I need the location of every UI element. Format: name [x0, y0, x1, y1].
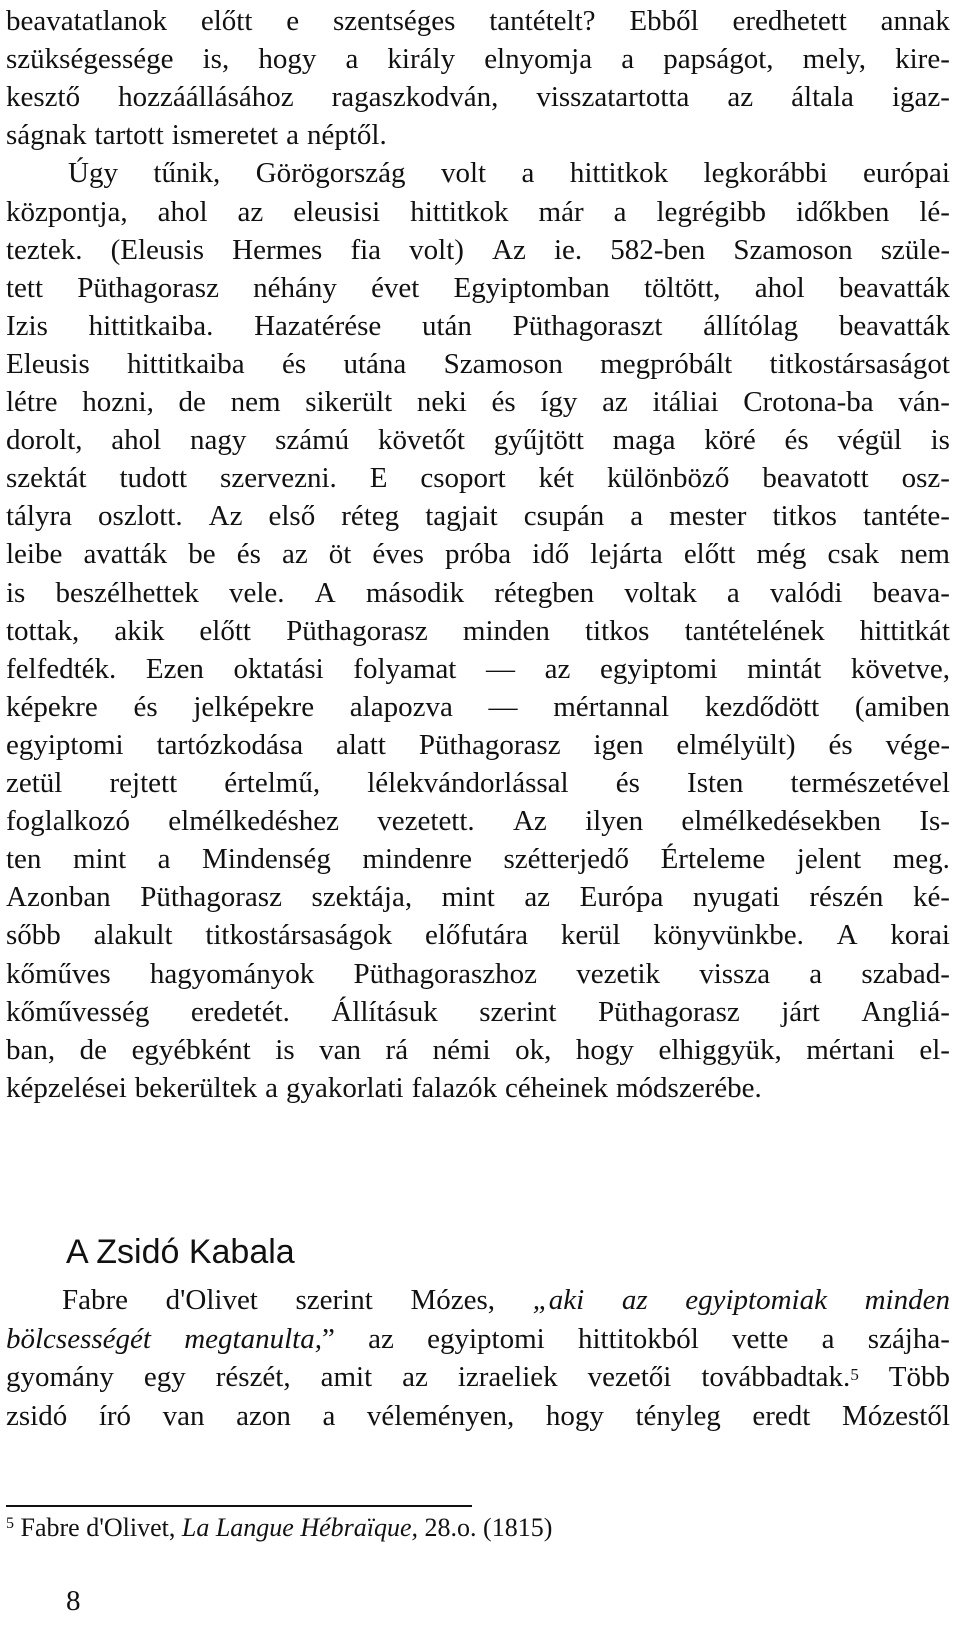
section-text-line: gyomány egy részét, amit az izraeliek vezetői továbbadtak.$^5$ Több — [6, 1361, 950, 1393]
footnote-number: 5 — [6, 1515, 14, 1532]
body-text-line: tottak, akik előtt Püthagorasz minden titkos tantételének hittitkát — [6, 614, 950, 647]
footnote — [6, 1510, 552, 1546]
body-text-line: felfedték. Ezen oktatási folyamat — az egyiptomi mintát követve, — [6, 652, 950, 685]
footnote-title: La Langue Hébraïque, — [181, 1513, 419, 1542]
body-text-line: központja, ahol az eleusisi hittitkok már a legrégibb időkben lé- — [6, 195, 950, 228]
body-text-line: Úgy tűnik, Görögország volt a hittitkok legkorábbi európai — [68, 157, 950, 190]
footnote-details: 28.o. (1815) — [424, 1513, 553, 1542]
section-heading: A Zsidó Kabala — [66, 1233, 295, 1271]
body-text-line: képzelései bekerültek a gyakorlati falazók céheinek módszerébe. — [6, 1071, 762, 1104]
body-text-line: tett Püthagorasz néhány évet Egyiptomban töltött, ahol beavatták — [6, 271, 950, 304]
body-text-line: sőbb alakult titkostársaságok előfutára kerül könyvünkbe. A korai — [6, 919, 950, 952]
footnote-separator — [6, 1505, 472, 1507]
body-text-line: kesztő hozzáállásához ragaszkodván, visszatartotta az általa igaz- — [6, 81, 950, 114]
footnote-author: Fabre d'Olivet, — [20, 1513, 176, 1542]
body-text-line: kőműves hagyományok Püthagoraszhoz vezetik vissza a szabad- — [6, 957, 950, 990]
body-text-line: Azonban Püthagorasz szektája, mint az Európa nyugati részén ké- — [6, 881, 950, 914]
body-text-line: ban, de egyébként is van rá némi ok, hogy elhiggyük, mértani el- — [6, 1033, 950, 1066]
body-text-line: foglalkozó elmélkedéshez vezetett. Az ilyen elmélkedésekben Is- — [6, 805, 950, 838]
footnote-reference: 5 — [850, 1365, 859, 1384]
body-text-line: zetül rejtett értelmű, lélekvándorlással és Isten természetével — [6, 767, 950, 799]
body-text-line: leibe avatták be és az öt éves próba idő lejárta előtt még csak nem — [6, 538, 950, 571]
page-number: 8 — [66, 1585, 81, 1617]
body-text-line: ságnak tartott ismeretet a néptől. — [6, 119, 387, 152]
section-text-line: bölcsességét megtanulta,” az egyiptomi hittitokból vette a szájha- — [6, 1322, 950, 1355]
body-text-line: szektát tudott szervezni. E csoport két különböző beavatott osz- — [6, 462, 950, 495]
body-text-line: dorolt, ahol nagy számú követőt gyűjtött maga köré és végül is — [6, 424, 950, 457]
body-text-line: ten mint a Mindenség mindenre szétterjedő Érteleme jelent meg. — [6, 843, 950, 876]
body-text-line: teztek. (Eleusis Hermes fia volt) Az ie. 582-ben Szamoson szüle- — [6, 233, 950, 266]
body-text-line: létre hozni, de nem sikerült neki és így az itáliai Crotona-ba ván- — [6, 386, 950, 418]
body-text-line: Eleusis hittitkaiba és utána Szamoson megpróbált titkostársaságot — [6, 347, 950, 380]
body-text-line: tályra oszlott. Az első réteg tagjait csupán a mester titkos tantéte- — [6, 500, 950, 533]
body-text-line: kőművesség eredetét. Állításuk szerint Püthagorasz járt Angliá- — [6, 995, 950, 1028]
body-text-line: beavatatlanok előtt e szentséges tantételt? Ebből eredhetett annak — [6, 5, 950, 37]
body-text-line: képekre és jelképekre alapozva — mértannal kezdődött (amiben — [6, 690, 950, 723]
section-text-line: zsidó író van azon a véleményen, hogy tényleg eredt Mózestől — [6, 1399, 950, 1432]
body-text-line: Izis hittitkaiba. Hazatérése után Püthagoraszt állítólag beavatták — [6, 309, 950, 342]
body-text-line: is beszélhettek vele. A második rétegben voltak a valódi beava- — [6, 576, 950, 609]
section-text-line: Fabre d'Olivet szerint Mózes, „aki az egyiptomiak minden — [62, 1284, 950, 1316]
body-text-line: szükségessége is, hogy a király elnyomja a papságot, mely, kire- — [6, 43, 950, 76]
body-text-line: egyiptomi tartózkodása alatt Püthagorasz igen elmélyült) és vége- — [6, 728, 950, 761]
